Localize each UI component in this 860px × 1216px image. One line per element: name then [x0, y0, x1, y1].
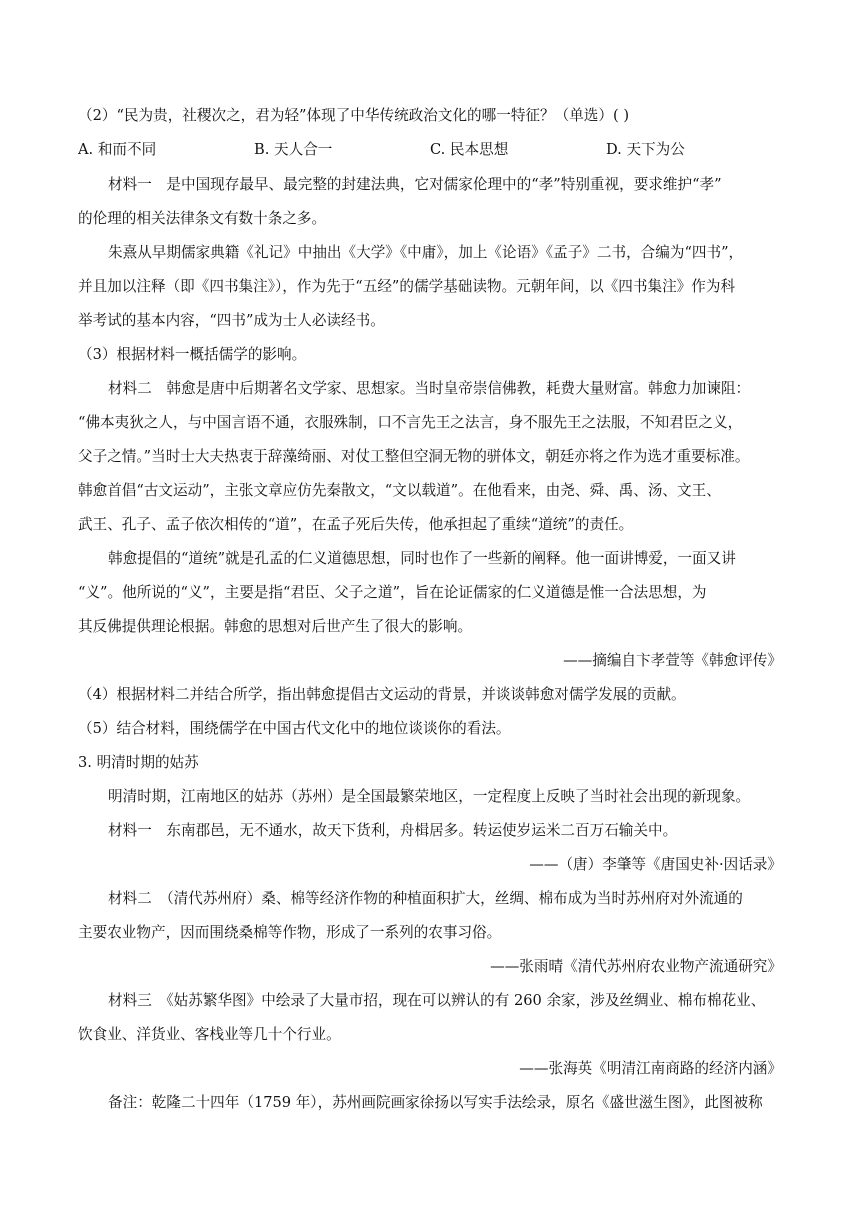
- material-2-line-2: “佛本夷狄之人，与中国言语不通，衣服殊制，口不言先王之法言，身不服先王之法服，不知君臣之义，: [78, 414, 743, 431]
- section-3-material-2-source: ——张雨晴《清代苏州府农业物产流通研究》: [490, 958, 782, 975]
- material-2-line-1: 材料二 韩愈是唐中后期著名文学家、思想家。当时皇帝崇信佛教，耗费大量财富。韩愈力加谏阻：: [108, 380, 751, 397]
- material-1-line-1: 材料一 是中国现存最早、最完整的封建法典，它对儒家伦理中的“孝”特别重视，要求维护“孝”: [108, 176, 722, 193]
- option-b[interactable]: B. 天人合一: [254, 141, 333, 158]
- section-3-material-2-line-1: 材料二 （清代苏州府）桑、棉等经济作物的种植面积扩大，丝绸、棉布成为当时苏州府对外流通的: [108, 890, 743, 907]
- material-1-line-3: 朱熹从早期儒家典籍《礼记》中抽出《大学》《中庸》，加上《论语》《孟子》二书，合编为“四书”，: [108, 244, 744, 261]
- question-2-options: [78, 140, 798, 160]
- material-2-line-4: 韩愈首倡“古文运动”，主张文章应仿先秦散文，“文以载道”。在他看来，由尧、舜、禹、汤、文王、: [78, 482, 721, 499]
- section-3-material-1-source: ——（唐）李肇等《唐国史补·因话录》: [529, 856, 782, 873]
- material-1-line-5: 举考试的基本内容，“四书”成为士人必读经书。: [78, 312, 385, 329]
- section-3-material-3-source: ——张海英《明清江南商路的经济内涵》: [519, 1060, 782, 1077]
- material-1-line-4: 并且加以注释（即《四书集注》），作为先于“五经”的儒学基础读物。元朝年间，以《四书集注》作为科: [78, 278, 736, 295]
- material-2-line-6: 韩愈提倡的“道统”就是孔孟的仁义道德思想，同时也作了一些新的阐释。他一面讲博爱，一面又讲: [108, 550, 736, 567]
- material-2-line-8: 其反佛提供理论根据。韩愈的思想对后世产生了很大的影响。: [78, 618, 473, 635]
- section-3-intro: 明清时期，江南地区的姑苏（苏州）是全国最繁荣地区，一定程度上反映了当时社会出现的新现象。: [108, 788, 751, 805]
- section-3-note: 备注：乾隆二十四年（1759 年），苏州画院画家徐扬以写实手法绘录，原名《盛世滋生图》，此图被称: [108, 1094, 763, 1111]
- material-2-line-7: “义”。他所说的“义”，主要是指“君臣、父子之道”，旨在论证儒家的仁义道德是惟一合法思想，为: [78, 584, 707, 601]
- section-3-material-3-line-1: 材料三 《姑苏繁华图》中绘录了大量市招，现在可以辨认的有 260 余家，涉及丝绸业、棉布棉花业、: [108, 992, 766, 1009]
- material-2-source: ——摘编自卞孝萱等《韩愈评传》: [563, 652, 782, 669]
- section-3-title: 3. 明清时期的姑苏: [78, 754, 199, 771]
- section-3-material-2-line-2: 主要农业物产，因而围绕桑棉等作物，形成了一系列的农事习俗。: [78, 924, 502, 941]
- material-2-line-3: 父子之情。”当时士大夫热衷于辞藻绮丽、对仗工整但空洞无物的骈体文，朝廷亦将之作为选才重要标准。: [78, 448, 750, 465]
- question-3: （3）根据材料一概括儒学的影响。: [78, 346, 307, 363]
- material-2-line-5: 武王、孔子、孟子依次相传的“道”，在孟子死后失传，他承担起了重续“道统”的责任。: [78, 516, 634, 533]
- option-a[interactable]: A. 和而不同: [78, 141, 157, 158]
- question-5: （5）结合材料，围绕儒学在中国古代文化中的地位谈谈你的看法。: [78, 720, 511, 737]
- question-4: （4）根据材料二并结合所学，指出韩愈提倡古文运动的背景，并谈谈韩愈对儒学发展的贡献。: [78, 686, 686, 703]
- option-d[interactable]: D. 天下为公: [606, 141, 685, 158]
- question-2: （2）“民为贵，社稷次之，君为轻”体现了中华传统政治文化的哪一特征？（单选）( ): [78, 107, 630, 124]
- option-c[interactable]: C. 民本思想: [430, 141, 509, 158]
- material-1-line-2: 的伦理的相关法律条文有数十条之多。: [78, 210, 327, 227]
- section-3-material-3-line-2: 饮食业、洋货业、客栈业等几十个行业。: [78, 1026, 341, 1043]
- section-3-material-1: 材料一 东南郡邑，无不通水，故天下货利，舟楫居多。转运使岁运米二百万石输关中。: [108, 822, 678, 839]
